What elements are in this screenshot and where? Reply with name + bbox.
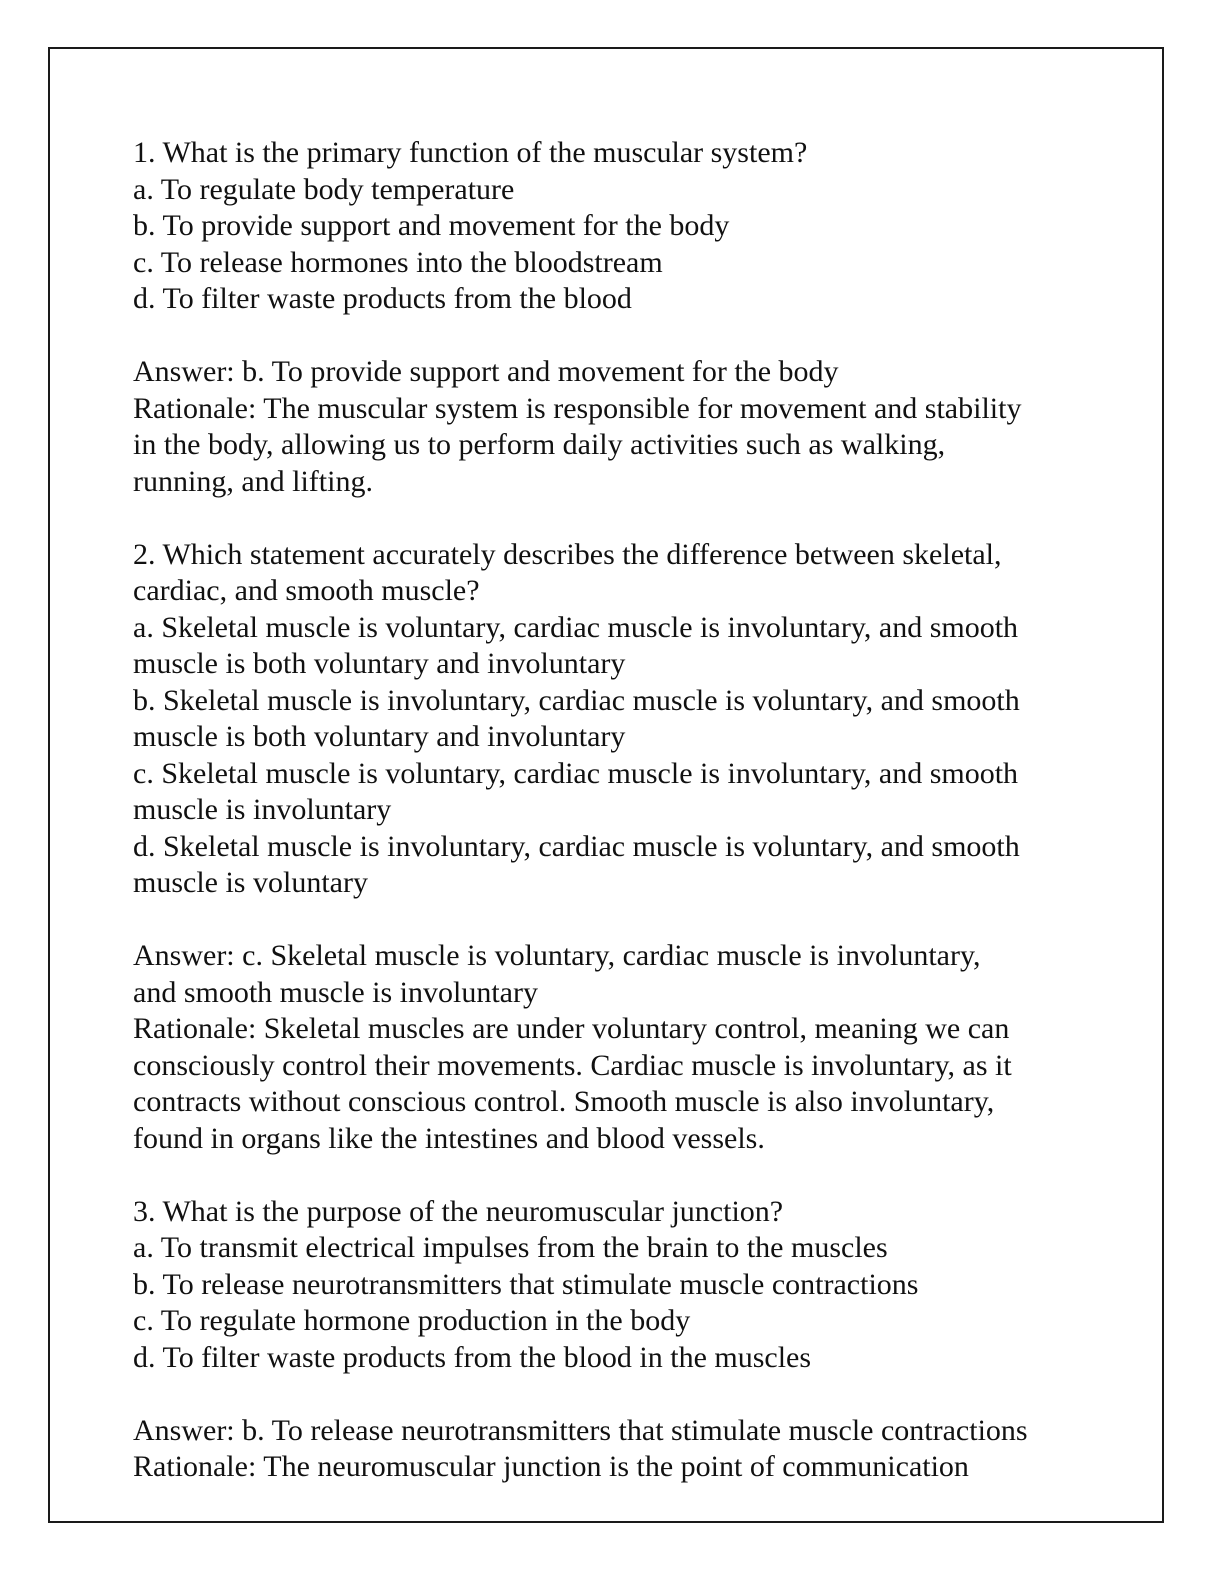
question-2-option-d-line-1: d. Skeletal muscle is involuntary, cardiac muscle is voluntary, and smooth xyxy=(133,829,1020,863)
question-3-option-b: b. To release neurotransmitters that stimulate muscle contractions xyxy=(133,1267,919,1301)
question-block-1 xyxy=(133,135,1093,500)
question-3-answer: Answer: b. To release neurotransmitters that stimulate muscle contractions xyxy=(133,1413,1028,1447)
spacer xyxy=(133,902,1093,939)
question-1-option-c: c. To release hormones into the bloodstream xyxy=(133,245,663,279)
question-1-text: 1. What is the primary function of the muscular system? xyxy=(133,136,808,169)
question-2-text-line-2: cardiac, and smooth muscle? xyxy=(133,574,480,607)
question-1-answer: Answer: b. To provide support and movement for the body xyxy=(133,355,839,388)
question-2-text-line-1: 2. Which statement accurately describes the difference between skeletal, xyxy=(133,537,1002,571)
question-3-option-c: c. To regulate hormone production in the body xyxy=(133,1304,691,1337)
spacer xyxy=(133,500,1093,537)
question-2-rationale-line-1: Rationale: Skeletal muscles are under voluntary control, meaning we can xyxy=(133,1012,1010,1045)
question-block-2 xyxy=(133,537,1093,1158)
question-2-option-b-line-2: muscle is both voluntary and involuntary xyxy=(133,720,626,753)
question-2-rationale-line-3: contracts without conscious control. Smooth muscle is also involuntary, xyxy=(133,1085,995,1118)
question-1-rationale-line-1: Rationale: The muscular system is responsible for movement and stability xyxy=(133,391,1022,425)
question-block-3 xyxy=(133,1194,1093,1486)
document-body xyxy=(133,135,1093,1486)
spacer xyxy=(133,1376,1093,1413)
question-2-rationale-line-4: found in organs like the intestines and blood vessels. xyxy=(133,1121,765,1155)
question-3-option-d: d. To filter waste products from the blood in the muscles xyxy=(133,1340,812,1374)
question-1-rationale-line-2: in the body, allowing us to perform daily activities such as walking, xyxy=(133,428,946,461)
question-2-option-a-line-2: muscle is both voluntary and involuntary xyxy=(133,647,626,680)
question-3-text: 3. What is the purpose of the neuromuscular junction? xyxy=(133,1194,784,1228)
question-2-option-b-line-1: b. Skeletal muscle is involuntary, cardiac muscle is voluntary, and smooth xyxy=(133,683,1020,717)
spacer xyxy=(133,318,1093,355)
question-2-option-c-line-2: muscle is involuntary xyxy=(133,793,392,826)
question-1-option-a: a. To regulate body temperature xyxy=(133,172,515,206)
spacer xyxy=(133,1157,1093,1194)
question-2-option-c-line-1: c. Skeletal muscle is voluntary, cardiac muscle is involuntary, and smooth xyxy=(133,756,1019,790)
question-3-rationale-line-1: Rationale: The neuromuscular junction is the point of communication xyxy=(133,1450,969,1483)
question-2-option-d-line-2: muscle is voluntary xyxy=(133,866,368,899)
question-1-option-b: b. To provide support and movement for the body xyxy=(133,209,730,242)
question-2-answer-line-2: and smooth muscle is involuntary xyxy=(133,975,538,1009)
question-2-answer-line-1: Answer: c. Skeletal muscle is voluntary, cardiac muscle is involuntary, xyxy=(133,939,981,972)
question-3-option-a: a. To transmit electrical impulses from the brain to the muscles xyxy=(133,1231,888,1264)
question-1-option-d: d. To filter waste products from the blood xyxy=(133,282,632,315)
question-2-rationale-line-2: consciously control their movements. Cardiac muscle is involuntary, as it xyxy=(133,1048,1012,1082)
question-2-option-a-line-1: a. Skeletal muscle is voluntary, cardiac muscle is involuntary, and smooth xyxy=(133,610,1019,644)
question-1-rationale-line-3: running, and lifting. xyxy=(133,464,373,498)
